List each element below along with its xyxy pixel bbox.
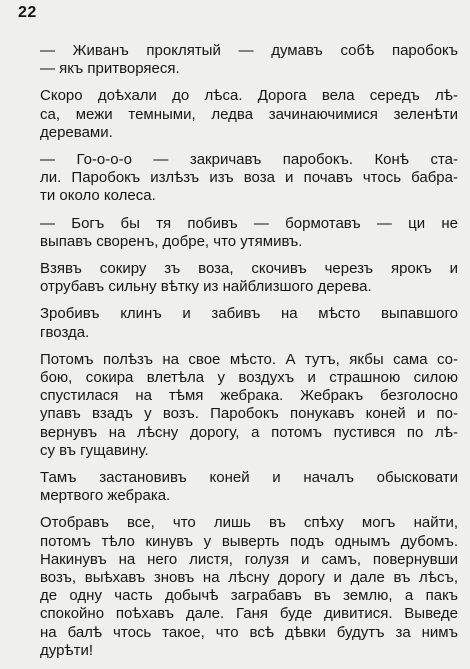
text-line: са, межи темными, ледва зачинаючимися зеленѣти — [40, 105, 458, 123]
paragraph — [18, 87, 458, 142]
text-line: мертвого жебрака. — [40, 487, 171, 505]
text-line: упавъ взадъ у возъ. Паробокъ понукавъ коней и по- — [40, 405, 458, 423]
text-line: де одну часть добычѣ заграбавъ въ землю, а пакъ — [40, 587, 458, 605]
text-line: ти около колеса. — [40, 187, 156, 205]
text-line: — Живанъ проклятый — думавъ собѣ паробокъ — [40, 42, 458, 59]
text-line: ли. Паробокъ излѣзъ изъ воза и почавъ чтось бабра- — [40, 169, 458, 187]
text-line: возъ, выѣхавъ зновъ на лѣсну дорогу и дале въ лѣсъ, — [40, 569, 458, 587]
paragraph — [18, 260, 458, 296]
paragraph — [18, 351, 458, 460]
text-line: — Го-о-о-о — закричавъ паробокъ. Конѣ ста- — [40, 151, 458, 169]
text-line: бою, сокира влетѣла у воздухъ и страшною силою — [40, 369, 458, 387]
text-line: отрубавъ сильну вѣтку из найблизшого дерева. — [40, 278, 372, 296]
paragraph — [18, 305, 458, 341]
text-line: потомъ тѣло кинувъ у выверть подъ однымъ дубомъ. — [40, 532, 458, 550]
text-line: вернувъ на лѣсну дорогу, а потомъ пустився по лѣ- — [40, 423, 458, 441]
text-line: су въ гущавину. — [40, 441, 149, 459]
page-number: 22 — [18, 4, 37, 21]
paragraph — [18, 514, 458, 660]
page-body — [18, 42, 458, 669]
text-line: гвозда. — [40, 323, 90, 341]
text-line: деревами. — [40, 123, 113, 141]
text-line: Тамъ застановивъ коней и началъ обысковати — [40, 469, 458, 487]
text-line: Скоро доѣхали до лѣса. Дорога вела середъ лѣ- — [40, 87, 458, 105]
text-line: на балѣ чтось такое, что всѣ дѣвки будутъ за нимъ — [40, 623, 458, 641]
text-line: спустилася на тѣмя жебрака. Жебракъ безголосно — [40, 387, 458, 405]
text-line: — якъ притворяеся. — [40, 60, 180, 78]
text-line: Потомъ полѣзъ на свое мѣсто. А тутъ, якбы сама со- — [40, 350, 458, 368]
text-line: выпавъ своренъ, добре, что утямивъ. — [40, 232, 303, 250]
text-line: Накинувъ на него листя, голузя и самъ, повернувши — [40, 550, 458, 568]
text-line: Зробивъ клинъ и забивъ на мѣсто выпавшого — [40, 305, 458, 323]
text-line: спокойно поѣхавъ дале. Ганя буде дивитися. Выведе — [40, 605, 458, 623]
text-line: дурѣти! — [40, 641, 94, 659]
paragraph — [18, 215, 458, 251]
paragraph — [18, 469, 458, 505]
paragraph — [18, 151, 458, 206]
paragraph — [18, 42, 458, 78]
text-line: Взявъ сокиру зъ воза, скочивъ черезъ ярокъ и — [40, 260, 458, 278]
text-line: Отобравъ все, что лишь въ спѣху могъ найти, — [40, 514, 458, 532]
text-line: — Богъ бы тя побивъ — бормотавъ — ци не — [40, 214, 458, 232]
